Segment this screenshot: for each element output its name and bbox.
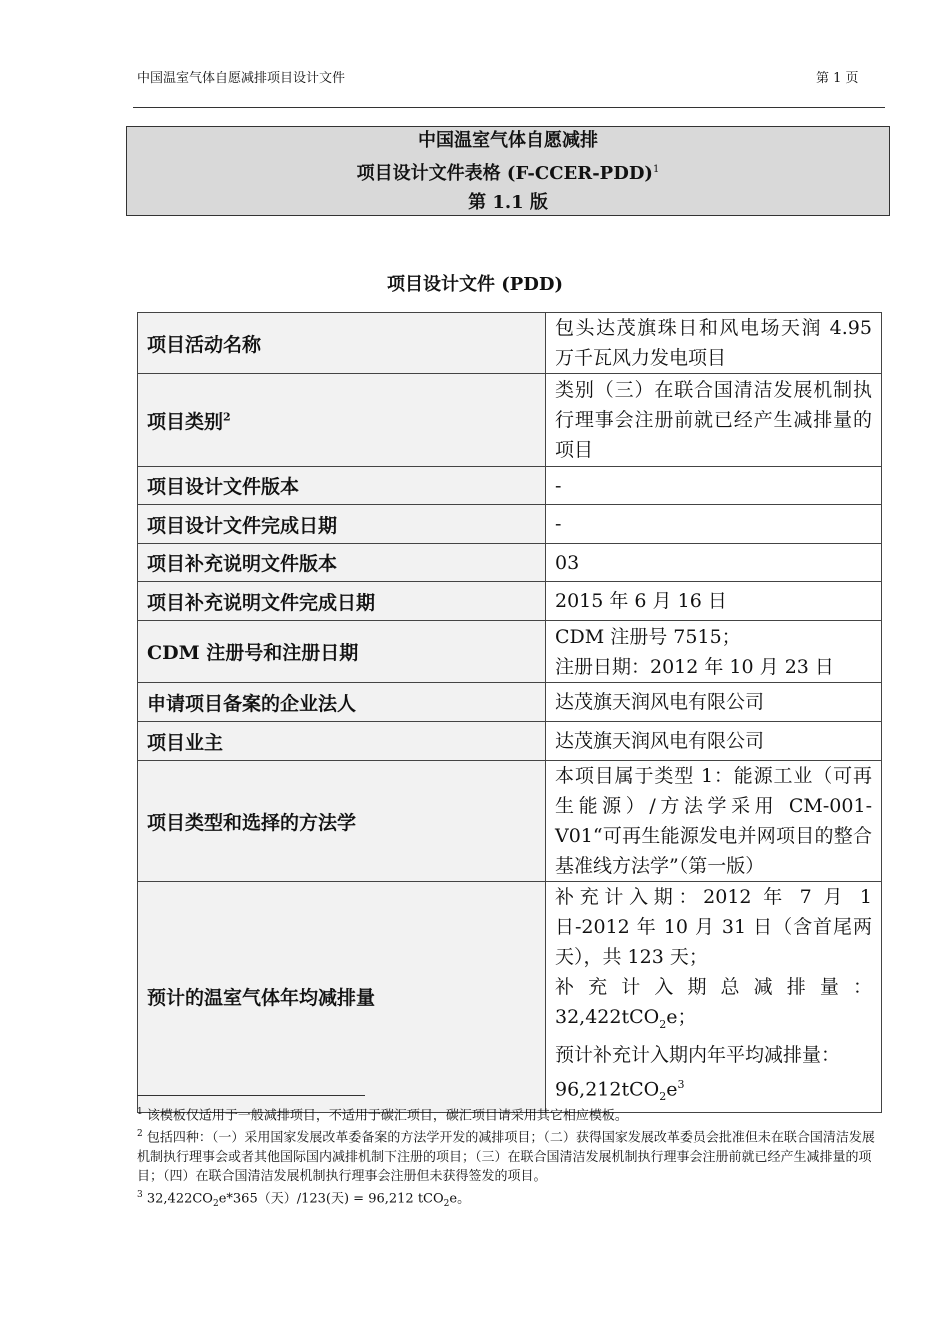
footnote-text: 包括四种：（一）采用国家发展改革委备案的方法学开发的减排项目；（二）获得国家发展改革委员会批准但未在联合国清洁发展机制执行理事会或者其他国际国内减排机制下注册的项目；（三）在联合国清洁发展机制执行理事会注册前就已经产生减排量的项目；（四）在联合国清洁发展机制执行理事会注册但未获得签发的项目。 — [137, 1130, 875, 1184]
row-key: 项目类型和选择的方法学 — [138, 761, 546, 882]
table-row — [138, 722, 882, 761]
table-row — [138, 882, 882, 1113]
footnote-ref-3: 3 — [677, 1077, 685, 1091]
row-value: - — [546, 505, 882, 544]
footnote-ref-2: 2 — [223, 410, 231, 424]
footnote-text: 该模板仅适用于一般减排项目，不适用于碳汇项目，碳汇项目请采用其它相应模板。 — [146, 1108, 628, 1124]
footnote-text: e。 — [449, 1190, 471, 1206]
form-version: 第 1.1 版 — [468, 191, 548, 213]
row-key: 项目设计文件版本 — [138, 467, 546, 505]
header-doc-title: 中国温室气体自愿减排项目设计文件 — [137, 71, 346, 86]
footnote-mark: 2 — [137, 1129, 143, 1140]
table-row — [138, 505, 882, 544]
form-title-line2 — [357, 155, 660, 188]
table-row — [138, 313, 882, 374]
row-value: 类别（三）在联合国清洁发展机制执行理事会注册前就已经产生减排量的项目 — [546, 374, 882, 467]
footnotes — [137, 1103, 882, 1214]
row-value: 本项目属于类型 1：能源工业（可再生能源）/方法学采用 CM-001-V01“可再生能源发电并网项目的整合基准线方法学”（第一版） — [546, 761, 882, 882]
row-value — [546, 621, 882, 683]
section-heading: 项目设计文件 (PDD) — [386, 274, 564, 295]
row-key: 项目活动名称 — [138, 313, 546, 374]
footnote-2 — [137, 1125, 882, 1185]
row-value: 03 — [546, 544, 882, 582]
row-key: 项目补充说明文件完成日期 — [138, 582, 546, 621]
total-reduction-value — [555, 1002, 872, 1040]
row-key: 项目业主 — [138, 722, 546, 761]
row-value — [546, 882, 882, 1113]
header-page-number: 第 1 页 — [816, 71, 859, 86]
subscript: 2 — [659, 1017, 667, 1031]
footnote-text: 32,422CO — [146, 1190, 213, 1206]
table-row — [138, 582, 882, 621]
crediting-period: 补充计入期：2012 年 7 月 1 日-2012 年 10 月 31 日（含首尾两天），共 123 天； — [555, 886, 872, 968]
form-title-line1: 中国温室气体自愿减排 — [418, 129, 598, 151]
table-row — [138, 374, 882, 467]
pdd-info-table — [137, 312, 882, 1113]
form-title-box — [126, 126, 890, 216]
row-key: 项目设计文件完成日期 — [138, 505, 546, 544]
row-value: 包头达茂旗珠日和风电场天润 4.95 万千瓦风力发电项目 — [546, 313, 882, 374]
row-value: 2015 年 6 月 16 日 — [546, 582, 882, 621]
table-row — [138, 761, 882, 882]
footnote-1 — [137, 1103, 882, 1125]
row-value: - — [546, 467, 882, 505]
footnote-mark: 3 — [137, 1189, 143, 1200]
table-row — [138, 467, 882, 505]
footnote-text: e*365（天）/123(天) = 96,212 tCO — [218, 1190, 444, 1206]
unit-suffix: e — [666, 1078, 678, 1101]
row-key: 预计的温室气体年均减排量 — [138, 882, 546, 1113]
subscript: 2 — [212, 1198, 219, 1209]
annual-reduction-label: 预计补充计入期内年平均减排量： — [555, 1043, 841, 1066]
table-row — [138, 683, 882, 722]
footnote-ref-1: 1 — [652, 163, 660, 175]
table-row — [138, 621, 882, 683]
subscript: 2 — [659, 1089, 667, 1103]
row-key: 申请项目备案的企业法人 — [138, 683, 546, 722]
row-key: CDM 注册号和注册日期 — [138, 621, 546, 683]
unit-suffix: e； — [666, 1006, 697, 1028]
subscript: 2 — [443, 1198, 450, 1209]
footnote-divider — [137, 1095, 365, 1096]
cdm-registration-date: 注册日期：2012 年 10 月 23 日 — [555, 655, 834, 678]
footnote-3 — [137, 1186, 882, 1214]
annual-reduction-number: 96,212tCO — [555, 1078, 660, 1101]
row-value: 达茂旗天润风电有限公司 — [546, 683, 882, 722]
total-reduction-number: 32,422tCO — [555, 1006, 660, 1028]
row-key — [138, 374, 546, 467]
row-key: 项目补充说明文件版本 — [138, 544, 546, 582]
row-key-text: 项目类别 — [147, 410, 224, 433]
header-divider — [133, 107, 885, 108]
row-value: 达茂旗天润风电有限公司 — [546, 722, 882, 761]
form-title-line2-text: 项目设计文件表格 (F-CCER-PDD) — [356, 162, 653, 184]
cdm-registration-number: CDM 注册号 7515； — [555, 625, 741, 648]
table-row — [138, 544, 882, 582]
total-reduction-label: 补充计入期总减排量： — [555, 976, 872, 998]
footnote-mark: 1 — [137, 1107, 143, 1117]
